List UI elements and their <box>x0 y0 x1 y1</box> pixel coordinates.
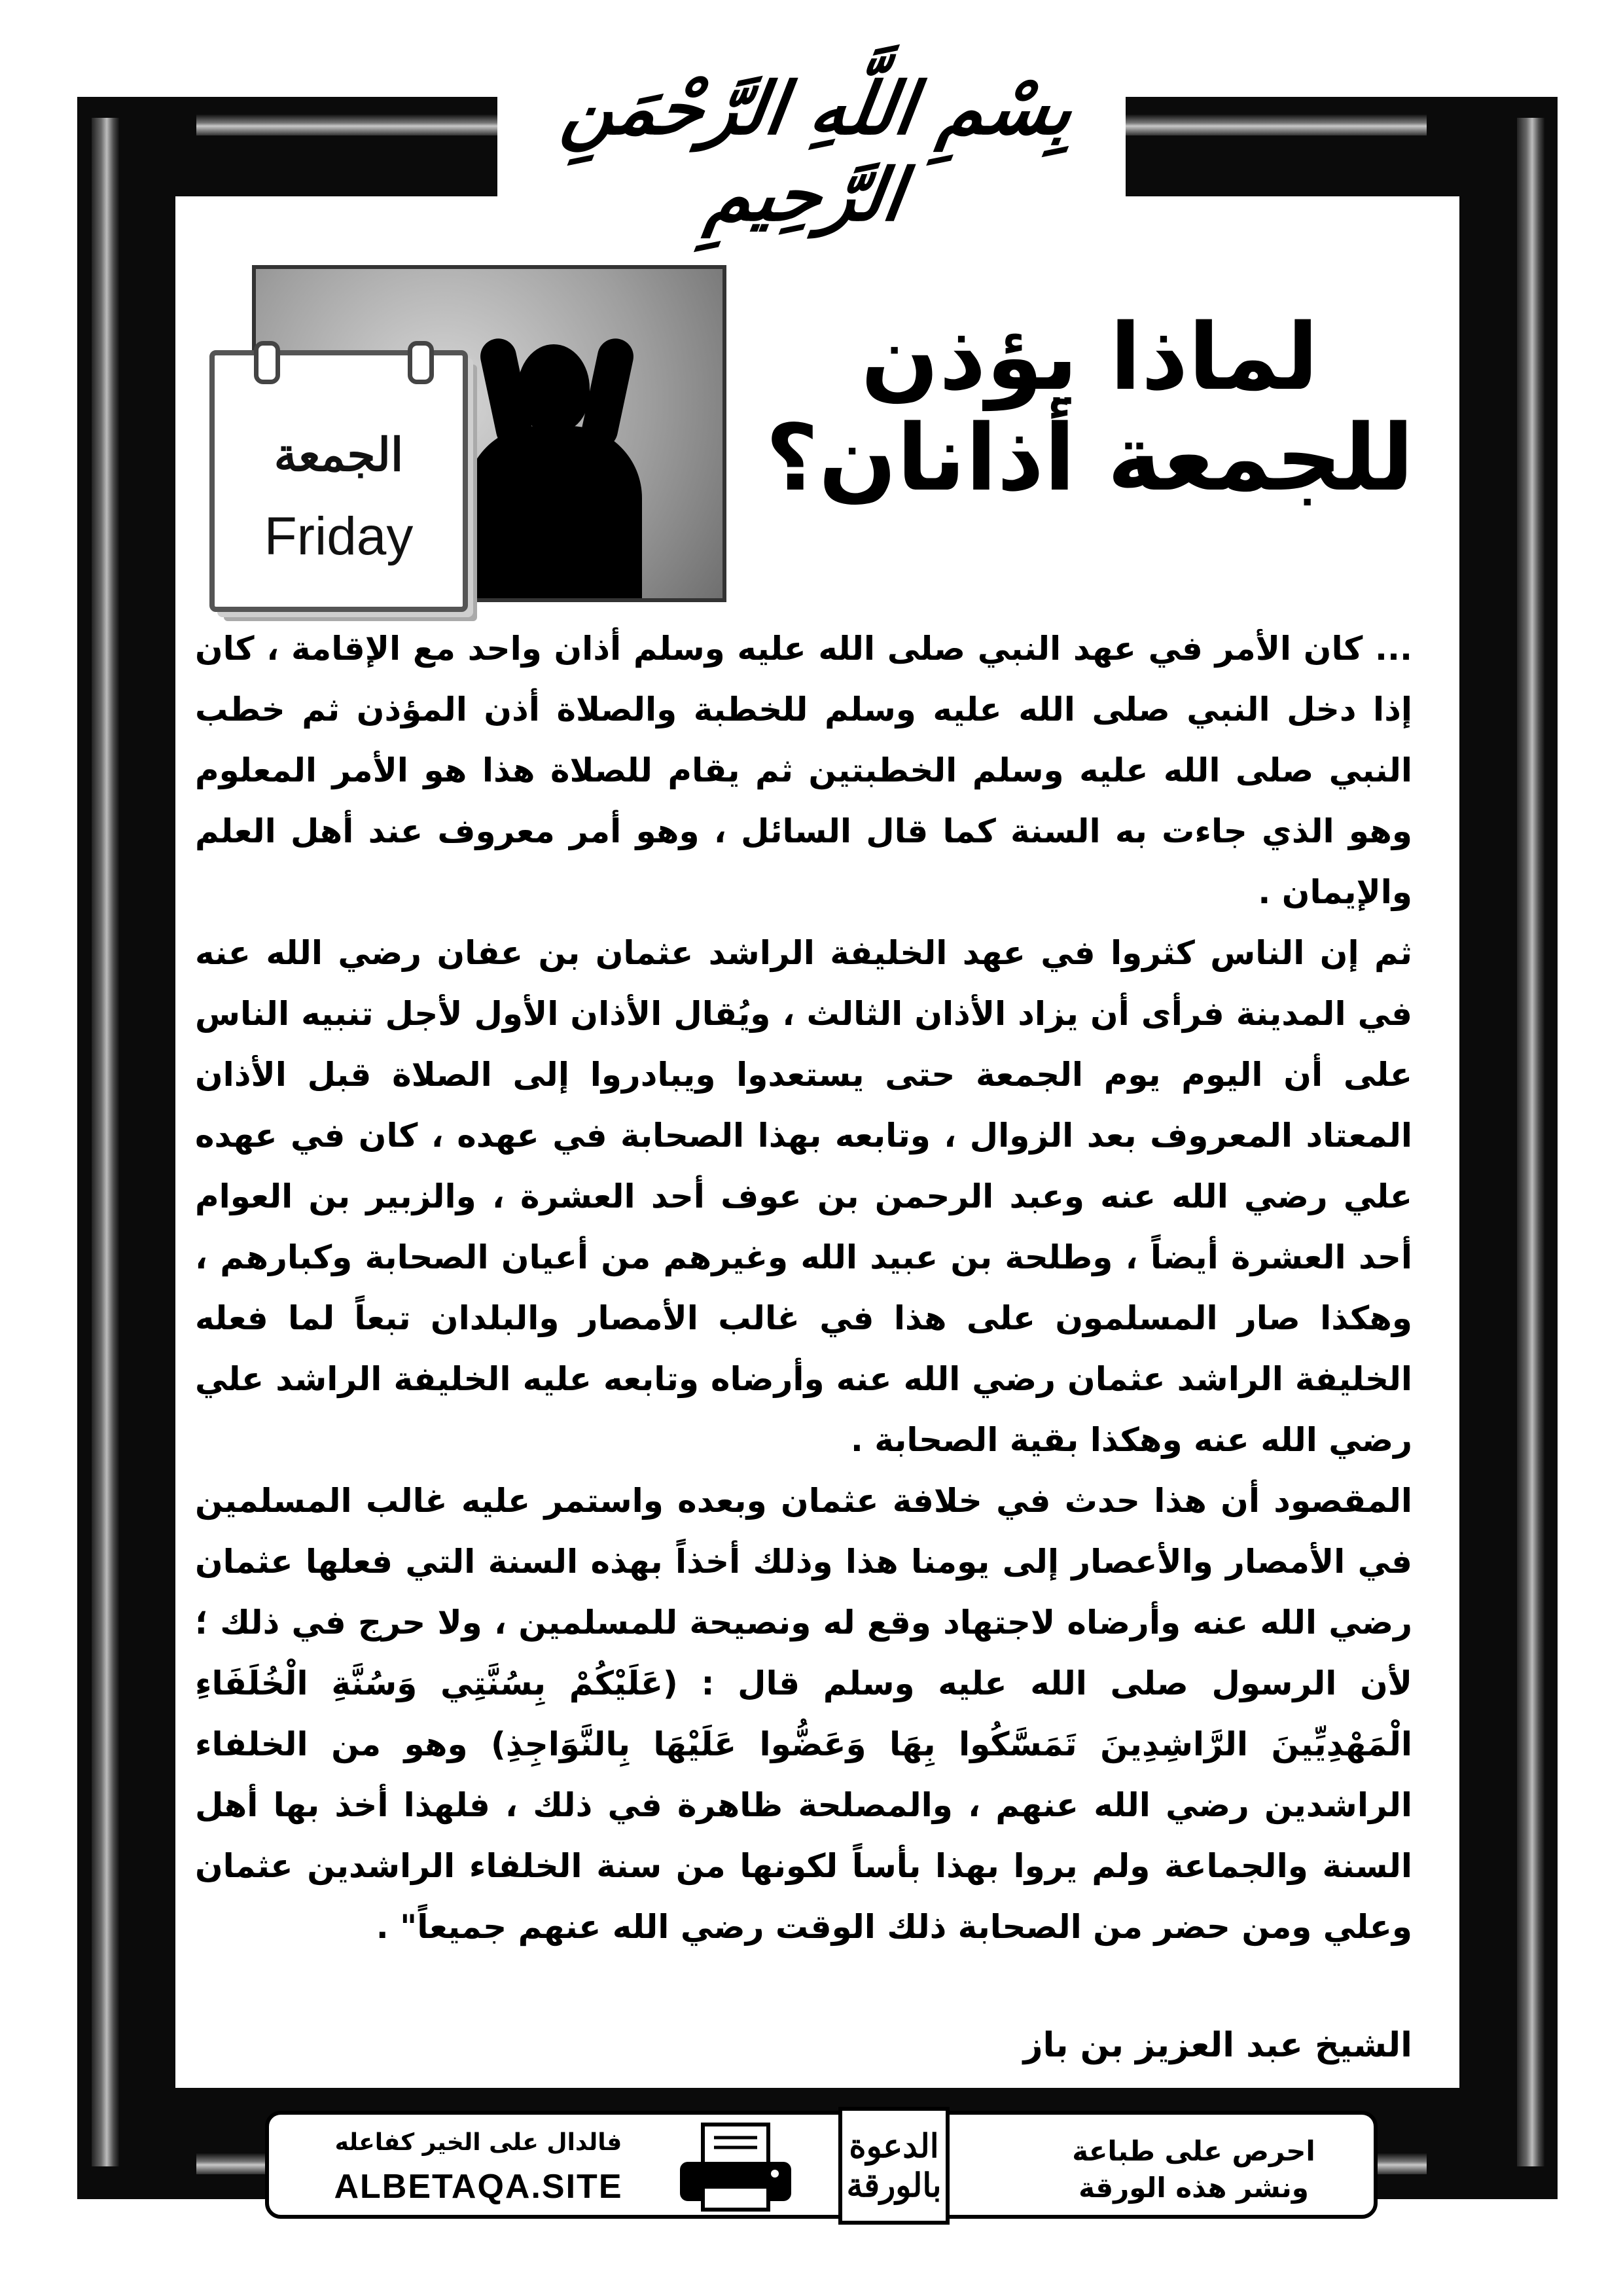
calendar-ring <box>408 341 434 384</box>
paragraph-3: المقصود أن هذا حدث في خلافة عثمان وبعده واستمر عليه غالب المسلمين في الأمصار والأعصار إلى يومنا هذا وذلك أخذاً بهذه السنة التي فعلها عثمان رضي الله عنه وأرضاه لاجتهاد وقع له ونصيحة للمسلمين ، ولا حرج في ذلك ؛ لأن الرسول صلى الله عليه وسلم قال : (عَلَيْكُمْ بِسُنَّتِي وَسُنَّةِ الْخُلَفَاءِ الْمَهْدِيِّينَ الرَّاشِدِينَ تَمَسَّكُوا بِهَا وَعَضُّوا عَلَيْهَا بِالنَّوَاجِذِ) وهو من الخلفاء الراشدين رضي الله عنهم ، والمصلحة ظاهرة في ذلك ، فلهذا أخذ بها أهل السنة والجماعة ولم يروا بهذا بأساً لكونها من سنة الخلفاء الراشدين عثمان وعلي ومن حضر من الصحابة ذلك الوقت رضي الله عنهم جميعاً" . <box>195 1482 1412 1946</box>
article-body <box>195 619 1412 1958</box>
frame-bar-right <box>1517 118 1544 2166</box>
footer-print-line-1: احرص على طباعة <box>1072 2135 1315 2167</box>
footer-hadith-text: فالدال على الخير كفاعله <box>334 2129 622 2156</box>
footer-banner <box>265 2111 1378 2219</box>
frame-bar-left <box>92 118 119 2166</box>
calendar-day-arabic: الجمعة <box>274 427 404 482</box>
basmala-text: بِسْمِ اللَّهِ الرَّحْمَنِ الرَّحِيمِ <box>557 66 1079 237</box>
author-signature: الشيخ عبد العزيز بن باز <box>1023 2026 1412 2065</box>
printer-icon <box>673 2121 798 2213</box>
calendar-icon <box>209 350 468 612</box>
basmala-banner <box>497 39 1126 236</box>
title-line-1: لماذا يؤذن <box>861 304 1319 411</box>
calendar-day-english: Friday <box>264 507 414 566</box>
calendar-ring <box>254 341 280 384</box>
silhouette-head <box>518 344 590 433</box>
logo-line-2: بالورقة <box>846 2166 942 2204</box>
paragraph-1: ... كان الأمر في عهد النبي صلى الله عليه وسلم أذان واحد مع الإقامة ، كان إذا دخل النبي صلى الله عليه وسلم للخطبة والصلاة أذن المؤذن ثم خطب النبي صلى الله عليه وسلم الخطبتين ثم يقام للصلاة هذا هو الأمر المعلوم وهو الذي جاءت به السنة كما قال السائل ، وهو أمر معروف عند أهل العلم والإيمان . <box>195 630 1412 911</box>
silhouette-body <box>465 426 642 602</box>
title-line-2: للجمعة أذانان؟ <box>765 405 1414 512</box>
footer-print-note <box>1040 2133 1347 2206</box>
paragraph-2: ثم إن الناس كثروا في عهد الخليفة الراشد عثمان بن عفان رضي الله عنه في المدينة فرأى أن يزاد الأذان الثالث ، ويُقال الأذان الأول لأجل تنبيه الناس على أن اليوم يوم الجمعة حتى يستعدوا ويبادروا إلى الصلاة قبل الأذان المعتاد المعروف بعد الزوال ، وتابعه بهذا الصحابة في عهده ، كان في عهده علي رضي الله عنه وعبد الرحمن بن عوف أحد العشرة ، والزبير بن العوام أحد العشرة أيضاً ، وطلحة بن عبيد الله وغيرهم من أعيان الصحابة وكبارهم ، وهكذا صار المسلمون على هذا في غالب الأمصار والبلدان تبعاً لما فعله الخليفة الراشد عثمان رضي الله عنه وأرضاه وتابعه عليه الخليفة الراشد علي رضي الله عنه وهكذا بقية الصحابة . <box>195 934 1412 1459</box>
footer-print-line-2: ونشر هذه الورقة <box>1079 2172 1309 2204</box>
footer-website-link[interactable]: ALBETAQA.SITE <box>334 2168 623 2206</box>
page-title <box>746 304 1433 512</box>
dawah-logo <box>838 2107 950 2225</box>
logo-line-1: الدعوة <box>849 2126 939 2165</box>
